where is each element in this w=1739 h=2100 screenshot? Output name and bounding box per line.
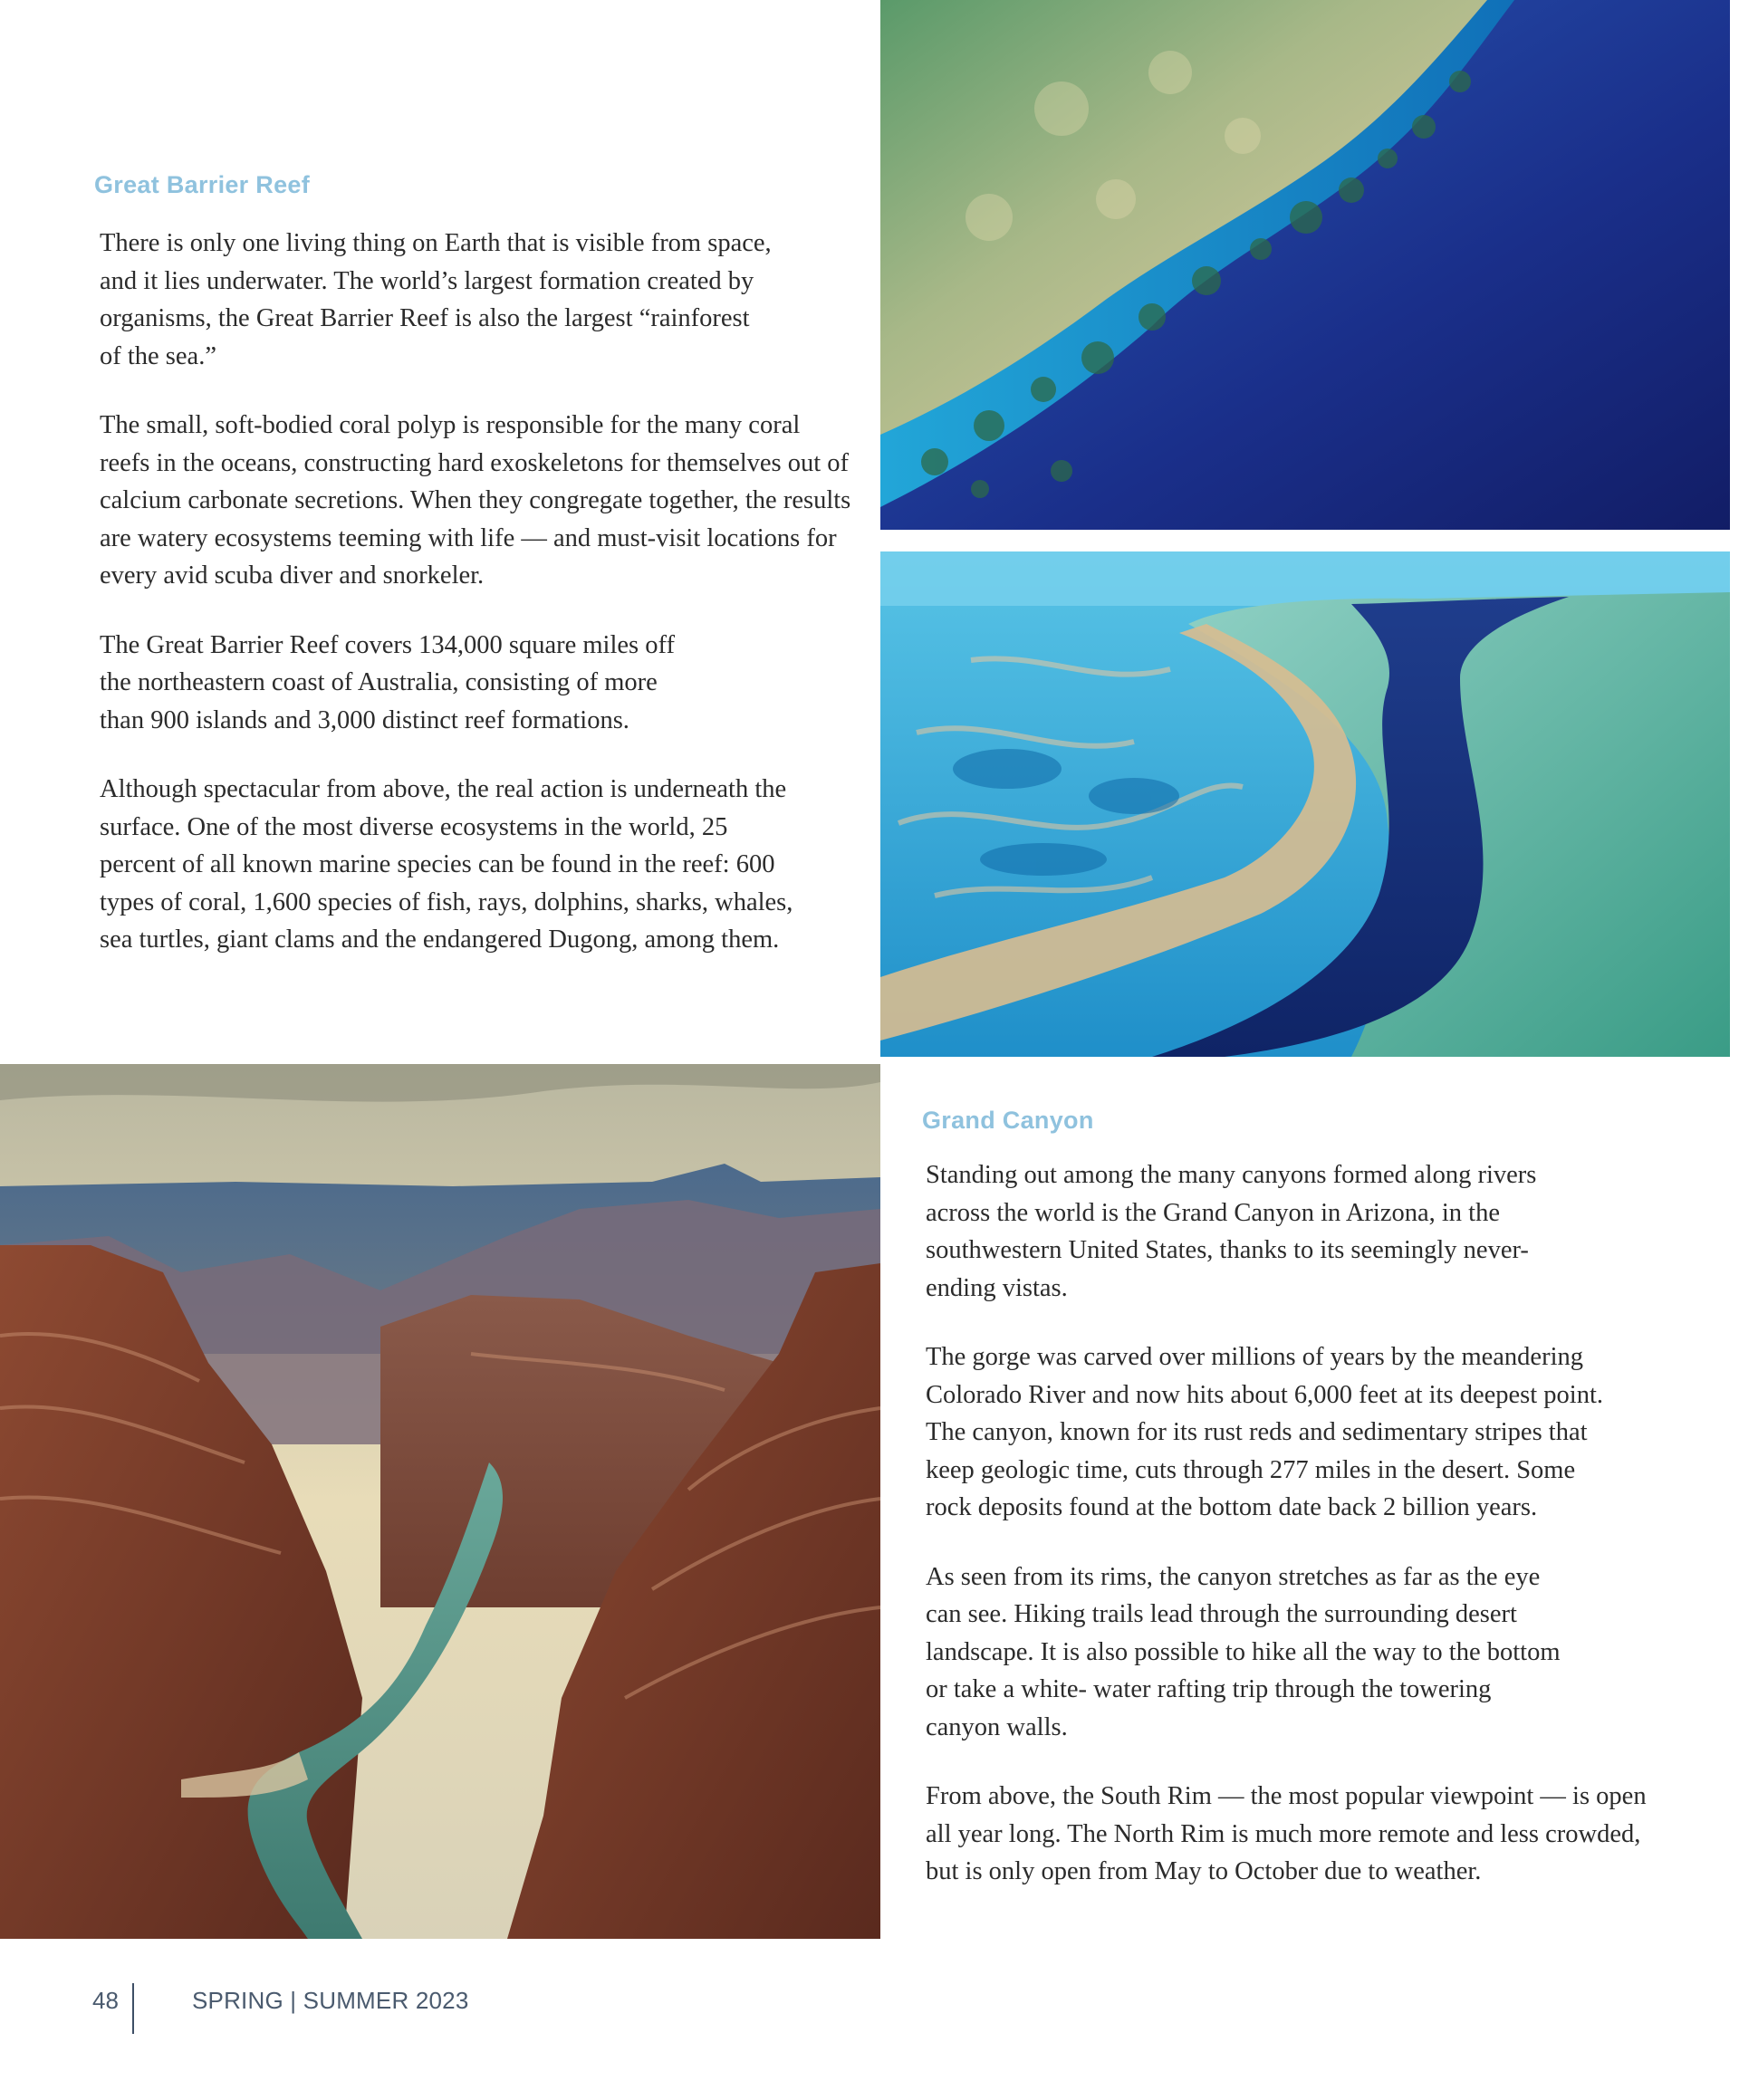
canyon-paragraph-4: From above, the South Rim — the most popular viewpoint — is open all year long. The North Rim is much more remote and less crowded, but is only open from May to October due to weather. <box>926 1782 1647 1885</box>
reef-paragraph-3: The Great Barrier Reef covers 134,000 square miles off the northeastern coast of Australia, consisting of more than 900 islands and 3,000 distinct reef formations. <box>100 630 675 734</box>
reef-article-body <box>100 225 860 991</box>
footer-divider <box>132 1983 134 2034</box>
canyon-article-body <box>926 1156 1650 1923</box>
reef-paragraph-1: There is only one living thing on Earth that is visible from space, and it lies underwater. The world’s largest formation created by organisms, the Great Barrier Reef is also the largest “rainforest of the sea.” <box>100 229 772 370</box>
reef-aerial-photo-bottom <box>880 551 1730 1057</box>
page-number: 48 <box>92 1987 119 2014</box>
canyon-paragraph-2: The gorge was carved over millions of years by the meandering Colorado River and now hits about 6,000 feet at its deepest point. The canyon, known for its rust reds and sedimentary stripes that keep geologic time, cuts through 277 miles in the desert. Some rock deposits found at the bottom date back 2 billion years. <box>926 1343 1603 1521</box>
canyon-paragraph-3: As seen from its rims, the canyon stretches as far as the eye can see. Hiking trails lead through the surrounding desert landscape. It is also possible to hike all the way to the bottom or take a white- water rafting trip through the towering canyon walls. <box>926 1562 1561 1741</box>
reef-paragraph-2: The small, soft-bodied coral polyp is responsible for the many coral reefs in the oceans, constructing hard exoskeletons for themselves out of calcium carbonate secretions. When they congregate together, the results are watery ecosystems teeming with life — and must-visit locations for every avid scuba diver and snorkeler. <box>100 411 851 590</box>
reef-section-heading: Great Barrier Reef <box>94 171 311 198</box>
page-footer <box>0 1983 1739 2056</box>
canyon-section-heading: Grand Canyon <box>922 1107 1094 1134</box>
reef-aerial-photo-top <box>880 0 1730 530</box>
reef-paragraph-4: Although spectacular from above, the real action is underneath the surface. One of the most diverse ecosystems in the world, 25 percent of all known marine species can be found in the reef: 600 types of coral, 1,600 species of fish, rays, dolphins, sharks, whales, sea turtles, giant clams and the endangered Dugong, among them. <box>100 775 793 954</box>
issue-label: SPRING | SUMMER 2023 <box>192 1987 469 2014</box>
canyon-paragraph-1: Standing out among the many canyons formed along rivers across the world is the Grand Canyon in Arizona, in the southwestern United States, thanks to its seemingly never-ending vistas. <box>926 1161 1537 1302</box>
grand-canyon-photo <box>0 1064 880 1939</box>
